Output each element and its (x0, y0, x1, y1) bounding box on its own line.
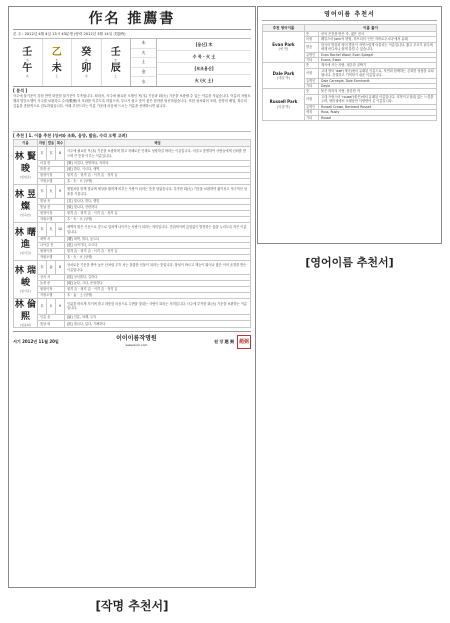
organization-title: 이이이름작명원 (116, 334, 157, 342)
saju-stem: 壬 (110, 46, 121, 58)
yongsin-cell: [보조용신] (157, 63, 251, 75)
meaning-key: 자원오행 (38, 217, 65, 223)
english-name-korean: (러셀 박) (277, 104, 290, 109)
meaning-row (14, 314, 251, 321)
meaning-key: 새벽 서 (38, 237, 65, 243)
english-name-korean: (에 반) (278, 47, 289, 52)
meaning-key: 어질 현 (38, 161, 65, 167)
meaning-value: 木 · 火 · 火 (상생) (65, 217, 251, 223)
candidate-attribute: 9 (56, 185, 65, 199)
column-header: 발음 (47, 140, 55, 145)
english-detail-value: Evan Rachel Wood, Evan Spiegel (319, 52, 437, 57)
column-header: 추천 영어이름 (263, 25, 305, 32)
saju-pillar (13, 39, 43, 86)
candidate-attribute: 火 (47, 185, 56, 199)
saju-table (13, 39, 251, 87)
meaning-key: 빛날 찬 (38, 205, 65, 211)
english-detail-value: Russ, Rusty (319, 110, 437, 115)
candidate-hanja: 林 昱 燦 (14, 190, 37, 213)
meaning-key: 빛날 희 (38, 321, 65, 328)
yongsin-cell: 수 목 · 火 土 (157, 51, 251, 63)
candidate-description: 상서로운 기운을 받아 높은 산처럼 우뚝 서는 훌륭한 인물이 되라는 뜻입니다. 품성이 바르고 재능이 뛰어나 많은 이의 존경을 받는 이름입니다. (65, 261, 251, 275)
saju-stem: 乙 (51, 46, 62, 58)
meaning-value: 원격 吉 · 형격 吉 · 이격 吉 · 정격 吉 (65, 249, 251, 255)
candidate-name-cell (14, 147, 38, 185)
english-name: Russell Park (269, 99, 298, 105)
birth-info: 본 주 : 2012년 4월 4일 13시 43분생 (양력 2012년 3월 14일 戊辰時) (13, 30, 251, 39)
meaning-key: 빛날 욱 (38, 199, 65, 205)
english-detail-key: 유명인 (305, 104, 319, 109)
column-header: 획수 (56, 140, 64, 145)
meaning-key: 나아갈 진 (38, 243, 65, 249)
saju-branch-element: 土 (114, 73, 118, 78)
candidate-attribute: 8 (56, 261, 65, 275)
element-cell: 水 (141, 78, 146, 84)
saju-stem-element: 水 (114, 57, 118, 62)
analysis-heading: [ 분석 ] (13, 88, 28, 93)
meaning-value: 원격 吉 · 형격 吉 · 이격 吉 · 정격 吉 (65, 211, 251, 217)
signature-block (214, 335, 251, 349)
saju-branch: 未 (51, 62, 62, 74)
english-detail-value: 신의 은총을 받은 자, 젊은 전사 (319, 32, 437, 37)
document-title: 作名 推薦書 (13, 10, 251, 30)
meaning-value: [曙] 새벽, 밝다, 동트다 (65, 237, 251, 243)
meaning-value: [峻] 높다, 크다, 준엄하다 (65, 281, 251, 287)
meaning-row (14, 321, 251, 328)
meaning-value: 木 · 木 · 火 (상생) (65, 179, 251, 185)
five-elements-column (131, 39, 157, 86)
english-detail-value: 고대 프랑스어 'rousel'(붉은)에서 유래된 이름입니다. 지적이고 품위 있는 느낌을 주며, 영미권에서 오랫동안 사랑받아 온 이름입니다. (319, 94, 437, 104)
english-detail-key: 발음 (305, 42, 319, 52)
english-detail-key: 뜻 (305, 89, 319, 94)
meaning-key: 인륜 윤 (38, 314, 65, 321)
element-cell: 火 (131, 49, 156, 59)
column-header: 이름 풀이 (305, 25, 437, 32)
meaning-value: [瑞] 상서롭다, 길하다 (65, 275, 251, 281)
english-detail-value: 계곡에 사는 사람, 평온한 골짜기 (319, 63, 437, 68)
candidate-attribute: 木 (38, 185, 47, 199)
candidate-attribute: 8 (56, 147, 65, 161)
english-detail-key: 어원 (305, 68, 319, 78)
candidate-hanja: 林 瑞 峻 (14, 266, 37, 289)
yongsin-cell: 火 (火 土) (194, 77, 214, 83)
candidate-hangul: (임서진) (19, 251, 32, 256)
column-header: 이름 (14, 140, 38, 147)
english-name-korean: (데일 박) (277, 75, 290, 80)
meaning-value: 원격 吉 · 형격 吉 · 이격 吉 · 정격 吉 (65, 173, 251, 179)
meaning-key: 자원오행 (38, 255, 65, 261)
meaning-key: 자원오행 (38, 293, 65, 299)
english-detail-key: 기타 (305, 58, 319, 63)
saju-stem-element: 木 (55, 57, 59, 62)
english-detail-value: 웨일스어 John의 변형, 히브리어 '신은 자비로우시다'에서 유래 (319, 37, 437, 42)
english-detail-key: 어원 (305, 37, 319, 42)
meaning-key: 상서 서 (38, 275, 65, 281)
english-detail-value: Russell Crowe, Bertrand Russell (319, 104, 437, 109)
saju-branch: 卯 (81, 62, 92, 74)
english-detail-value: Dayle (319, 84, 437, 89)
yongsin-column (157, 39, 251, 86)
english-detail-value: 고대 영어 'dæl'(계곡)에서 유래된 이름으로, 자연과 함께하는 온화한 성품을 나타냅니다. 간결하고 기억하기 쉬운 이름입니다. (319, 68, 437, 78)
yongsin-cell: [용신] 木 (157, 39, 251, 51)
english-name-cell (263, 32, 305, 63)
english-detail-value: Evans, Ewan (319, 58, 437, 63)
english-document-caption: [영어이름 추천서] (305, 256, 394, 269)
english-detail-key: 기타 (305, 84, 319, 89)
candidate-hangul: (임서준) (19, 289, 32, 294)
english-name: Evan Park (272, 41, 295, 47)
meaning-key: 원형이정 (38, 249, 65, 255)
english-detail-key: 어원 (305, 94, 319, 104)
english-detail-key: 유명인 (305, 52, 319, 57)
candidate-attribute: 木 (38, 299, 47, 315)
candidate-hangul: (임현준) (19, 175, 32, 180)
meaning-value: [晙] 밝다, 이르다, 새벽 (65, 167, 251, 173)
saju-pillar (102, 39, 131, 86)
director-name: 원 장 趙 弼 (214, 338, 234, 344)
element-cell: 木 (131, 39, 156, 49)
candidate-name-cell (14, 261, 38, 299)
meaning-value: [進] 나아가다, 오르다 (65, 243, 251, 249)
candidate-description: 인륜을 바르게 지키며 밝고 따뜻한 마음으로 주변을 빛내는 사람이 되라는 의미입니다. 사주에 부족한 화(火) 기운을 보완하는 이름입니다. (65, 299, 251, 315)
english-detail-key: 뜻 (305, 32, 319, 37)
meaning-value: 원격 吉 · 형격 吉 · 이격 吉 · 정격 吉 (65, 287, 251, 293)
english-detail-value: 한국어 발음과 영어 발음이 자연스럽게 어울리는 이름입니다. 짧고 부르기 쉬우며 세계 어디서나 쉽게 불릴 수 있습니다. (319, 42, 437, 52)
english-name-document (257, 6, 442, 244)
column-header: 자원 (38, 140, 46, 145)
english-detail-key: 유명인 (305, 78, 319, 83)
seal-stamp: 趙弼 (237, 335, 251, 349)
column-header: 해설 (65, 140, 251, 147)
candidate-description: 새벽의 밝은 기운으로 앞으로 힘차게 나아가는 사람이 되라는 의미입니다. 진취적이며 끊임없이 발전하는 삶을 누리도록 지은 이름입니다. (65, 223, 251, 237)
meaning-key: 원형이정 (38, 287, 65, 293)
saju-branch-element: 木 (84, 73, 88, 78)
english-name: Dale Park (272, 70, 295, 76)
saju-branch-element: 土 (55, 73, 59, 78)
saju-branch-element: 火 (25, 73, 29, 78)
english-detail-value: 붉은 머리의 사람, 용감한 자 (319, 89, 437, 94)
meaning-key: 원형이정 (38, 173, 65, 179)
candidate-hanja: 林 賢 晙 (14, 152, 37, 175)
candidate-attribute: 10 (56, 223, 65, 237)
candidate-row (14, 147, 251, 161)
saju-pillar (72, 39, 102, 86)
meaning-key: 자원오행 (38, 179, 65, 185)
saju-stem-element: 水 (84, 57, 88, 62)
saju-pillars (13, 39, 131, 86)
name-candidates-table (13, 139, 251, 328)
english-detail-key: 애칭 (305, 110, 319, 115)
candidate-attribute: 木 (38, 223, 47, 237)
candidate-attribute: 金 (47, 261, 56, 275)
english-name-cell (263, 63, 305, 89)
analysis-text: 사주에 물기운이 강한 반면 따뜻한 불기운이 부족합니다. 따라서, 사주에 필요한 오행인 목(木) 기운과 화(火) 기운을 보충할 수 있는 이름을 지었습니다. 이름의 자원오행과 발음오행이 사주를 보완하고 수리(數理)의 조화를 이루도록 하였으며, 부르기 쉽고 뜻이 좋은 한자를 엄선하였습니다. 또한 성씨와의 조화, 음양의 배열, 획수의 길흉을 종합적으로 검토하였습니다. 아래 추천드리는 이름 가운데 마음에 드시는 이름을 선택하시면 됩니다. (13, 94, 251, 132)
meaning-value: [倫] 인륜, 차례, 무리 (65, 314, 251, 321)
candidate-attribute: 木 (38, 147, 47, 161)
meaning-value: [燦] 빛나다, 찬란하다 (65, 205, 251, 211)
element-cell: 土 (131, 58, 156, 68)
candidates-heading: [ 추천 ] 1. 이름 추천 (성씨와 조화, 음양, 발음, 수리 오행 고려) (13, 133, 128, 138)
meaning-value: 木 · 金 · 土 (상생) (65, 293, 251, 299)
meaning-value: [熙] 빛나다, 넓다, 기뻐하다 (65, 321, 251, 328)
saju-branch: 午 (22, 62, 33, 74)
english-detail-key: 뜻 (305, 63, 319, 68)
candidate-hangul: (임욱찬) (19, 213, 32, 218)
naming-recommendation-document (8, 6, 256, 588)
candidate-row (14, 223, 251, 237)
saju-branch: 辰 (110, 62, 121, 74)
candidate-attribute: 火 (47, 223, 56, 237)
element-cell: 金 (131, 68, 156, 78)
saju-stem-element: 水 (25, 57, 29, 62)
candidate-row (14, 185, 251, 199)
meaning-key: 높을 준 (38, 281, 65, 287)
saju-stem: 壬 (22, 46, 33, 58)
candidate-hanja: 林 曙 進 (14, 228, 37, 251)
meaning-key: 밝을 준 (38, 167, 65, 173)
candidate-row (14, 261, 251, 275)
saju-pillar (43, 39, 73, 86)
english-detail-key: 기타 (305, 115, 319, 120)
naming-document-caption: [작명 추천서] (95, 599, 169, 613)
candidate-attribute: 火 (47, 299, 56, 315)
issue-date: 서기 2012년 11월 20일 (13, 338, 59, 344)
candidate-row (14, 299, 251, 315)
candidate-description: 햇빛처럼 밝게 빛나며 세상을 환하게 비추는 사람이 되라는 뜻을 담았습니다. 부족한 화(火) 기운을 보완하여 활기차고 적극적인 성품을 기릅니다. (65, 185, 251, 199)
english-names-table (262, 24, 437, 121)
english-name-cell (263, 89, 305, 120)
candidate-attribute: 9 (56, 299, 65, 315)
candidate-name-cell (14, 223, 38, 261)
candidate-attribute: 木 (38, 261, 47, 275)
meaning-value: [昱] 빛나다, 밝다, 햇빛 (65, 199, 251, 205)
candidate-attribute: 木 (47, 147, 56, 161)
english-detail-value: Dale Carnegie, Dale Earnhardt (319, 78, 437, 83)
organization-name (116, 335, 157, 349)
organization-url: www.ilum.com (125, 342, 148, 347)
meaning-key: 원형이정 (38, 211, 65, 217)
candidate-description: 사주에 필요한 목(木) 기운을 보충하며 밝고 지혜로운 인재로 성장하길 바라는 이름입니다. 어질고 총명하여 사람들에게 신뢰를 받으며 큰 뜻을 이루는 이름입니다. (65, 147, 251, 161)
saju-stem: 癸 (81, 46, 92, 58)
candidate-name-cell (14, 299, 38, 328)
meaning-value: [賢] 어질다, 현명하다, 착하다 (65, 161, 251, 167)
meaning-value: 木 · 火 · 火 (상생) (65, 255, 251, 261)
candidate-name-cell (14, 185, 38, 223)
candidate-hanja: 林 倫 熙 (14, 300, 37, 322)
english-doc-title: 영어이름 추천서 (262, 10, 437, 21)
candidate-hangul: (임윤희) (19, 323, 32, 327)
english-detail-value: Russel (319, 115, 437, 120)
document-footer (13, 331, 251, 349)
